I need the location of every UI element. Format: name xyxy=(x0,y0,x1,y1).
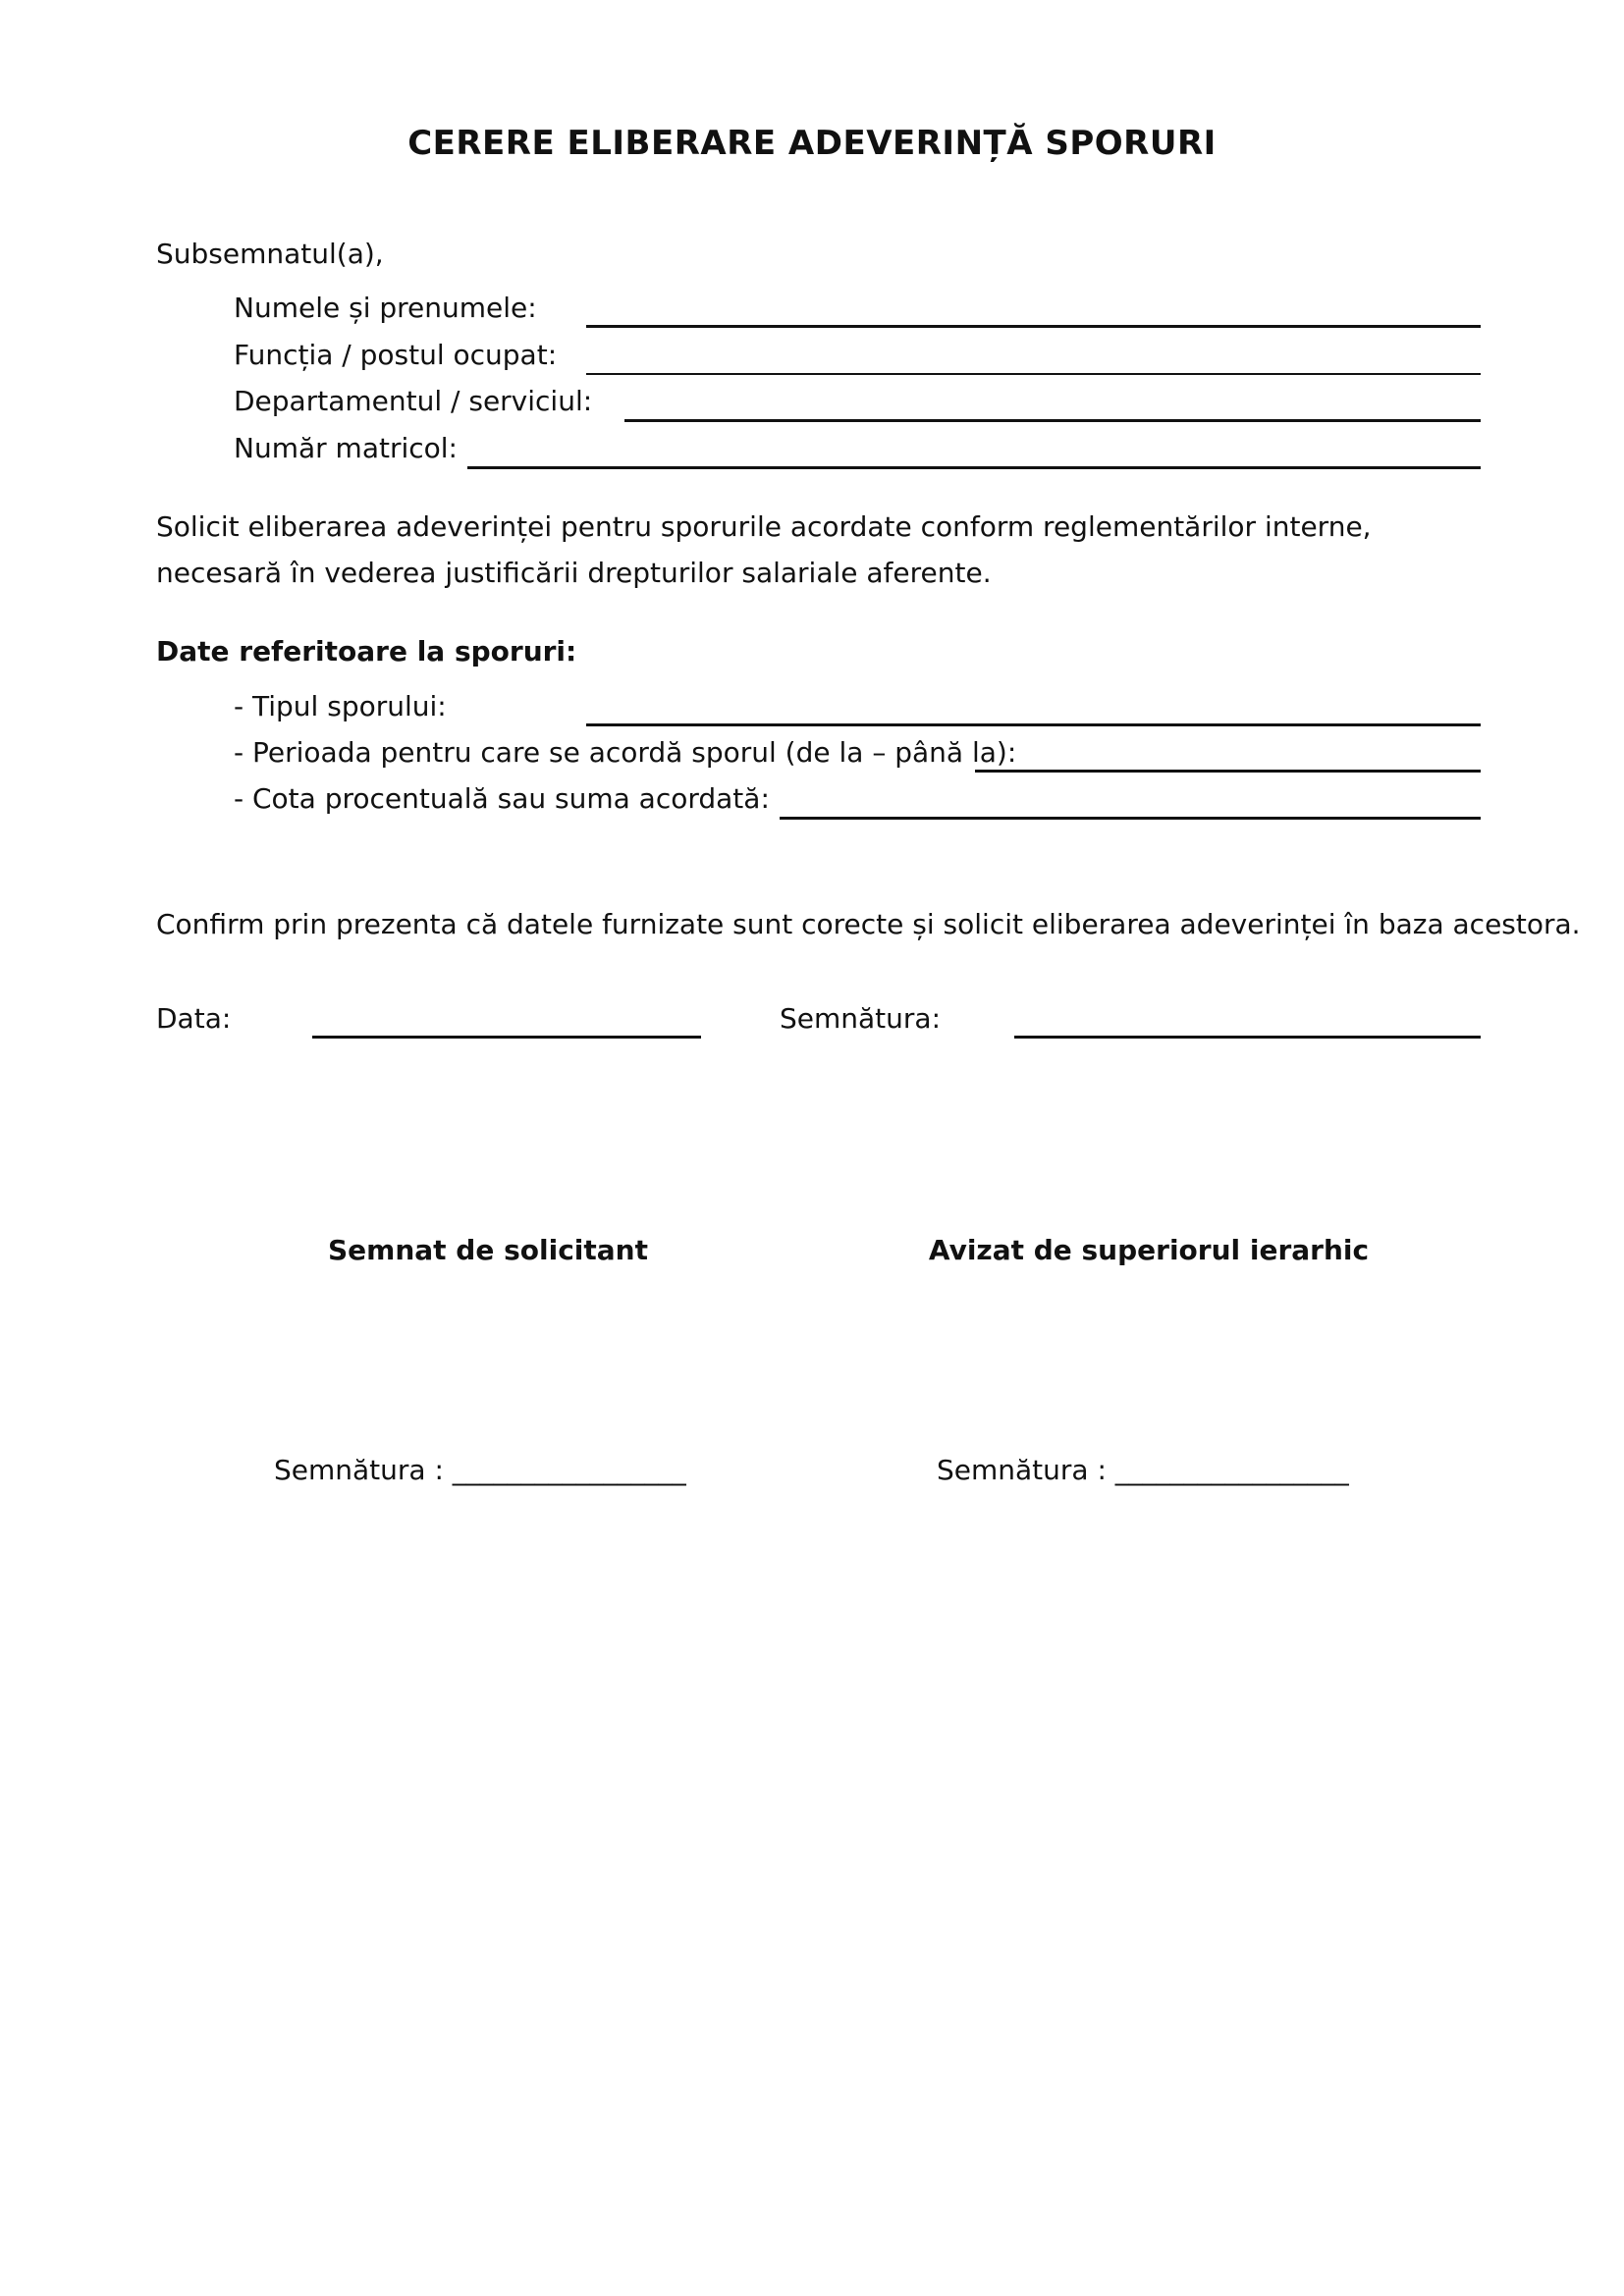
matricol-label: Număr matricol: xyxy=(234,432,458,464)
name-label: Numele și prenumele: xyxy=(234,292,537,324)
date-input-line[interactable] xyxy=(312,1036,701,1039)
department-label: Departamentul / serviciul: xyxy=(234,385,593,417)
bonus-amount-label: - Cota procentuală sau suma acordată: xyxy=(234,782,770,815)
bonus-amount-input-line[interactable] xyxy=(780,817,1481,820)
bonus-period-label: - Perioada pentru care se acordă sporul (de la – până la): xyxy=(234,736,1017,769)
function-input-line[interactable] xyxy=(586,373,1481,375)
matricol-input-line[interactable] xyxy=(467,466,1481,469)
bonus-type-label: - Tipul sporului: xyxy=(234,690,447,722)
superior-heading: Avizat de superiorul ierarhic xyxy=(928,1234,1370,1266)
applicant-signature: Semnătura : _________________ xyxy=(274,1454,686,1486)
bonus-period-input-line[interactable] xyxy=(975,770,1481,773)
name-input-line[interactable] xyxy=(586,325,1481,328)
confirmation-text: Confirm prin prezenta că datele furnizate sunt corecte și solicit eliberarea adeverinței în baza acestora. xyxy=(156,908,1581,940)
request-line-2: necesară în vederea justificării drepturilor salariale aferente. xyxy=(156,557,992,589)
intro-text: Subsemnatul(a), xyxy=(156,238,384,270)
signature-label: Semnătura: xyxy=(780,1002,942,1035)
department-input-line[interactable] xyxy=(624,419,1481,422)
document-title: CERERE ELIBERARE ADEVERINȚĂ SPORURI xyxy=(407,124,1217,163)
function-label: Funcția / postul ocupat: xyxy=(234,339,558,371)
bonus-section-heading: Date referitoare la sporuri: xyxy=(156,635,577,667)
request-line-1: Solicit eliberarea adeverinței pentru sporurile acordate conform reglementărilor interne, xyxy=(156,510,1372,543)
superior-signature: Semnătura : _________________ xyxy=(937,1454,1349,1486)
applicant-heading: Semnat de solicitant xyxy=(328,1234,648,1266)
bonus-type-input-line[interactable] xyxy=(586,723,1481,726)
date-label: Data: xyxy=(156,1002,232,1035)
signature-input-line[interactable] xyxy=(1014,1036,1481,1039)
